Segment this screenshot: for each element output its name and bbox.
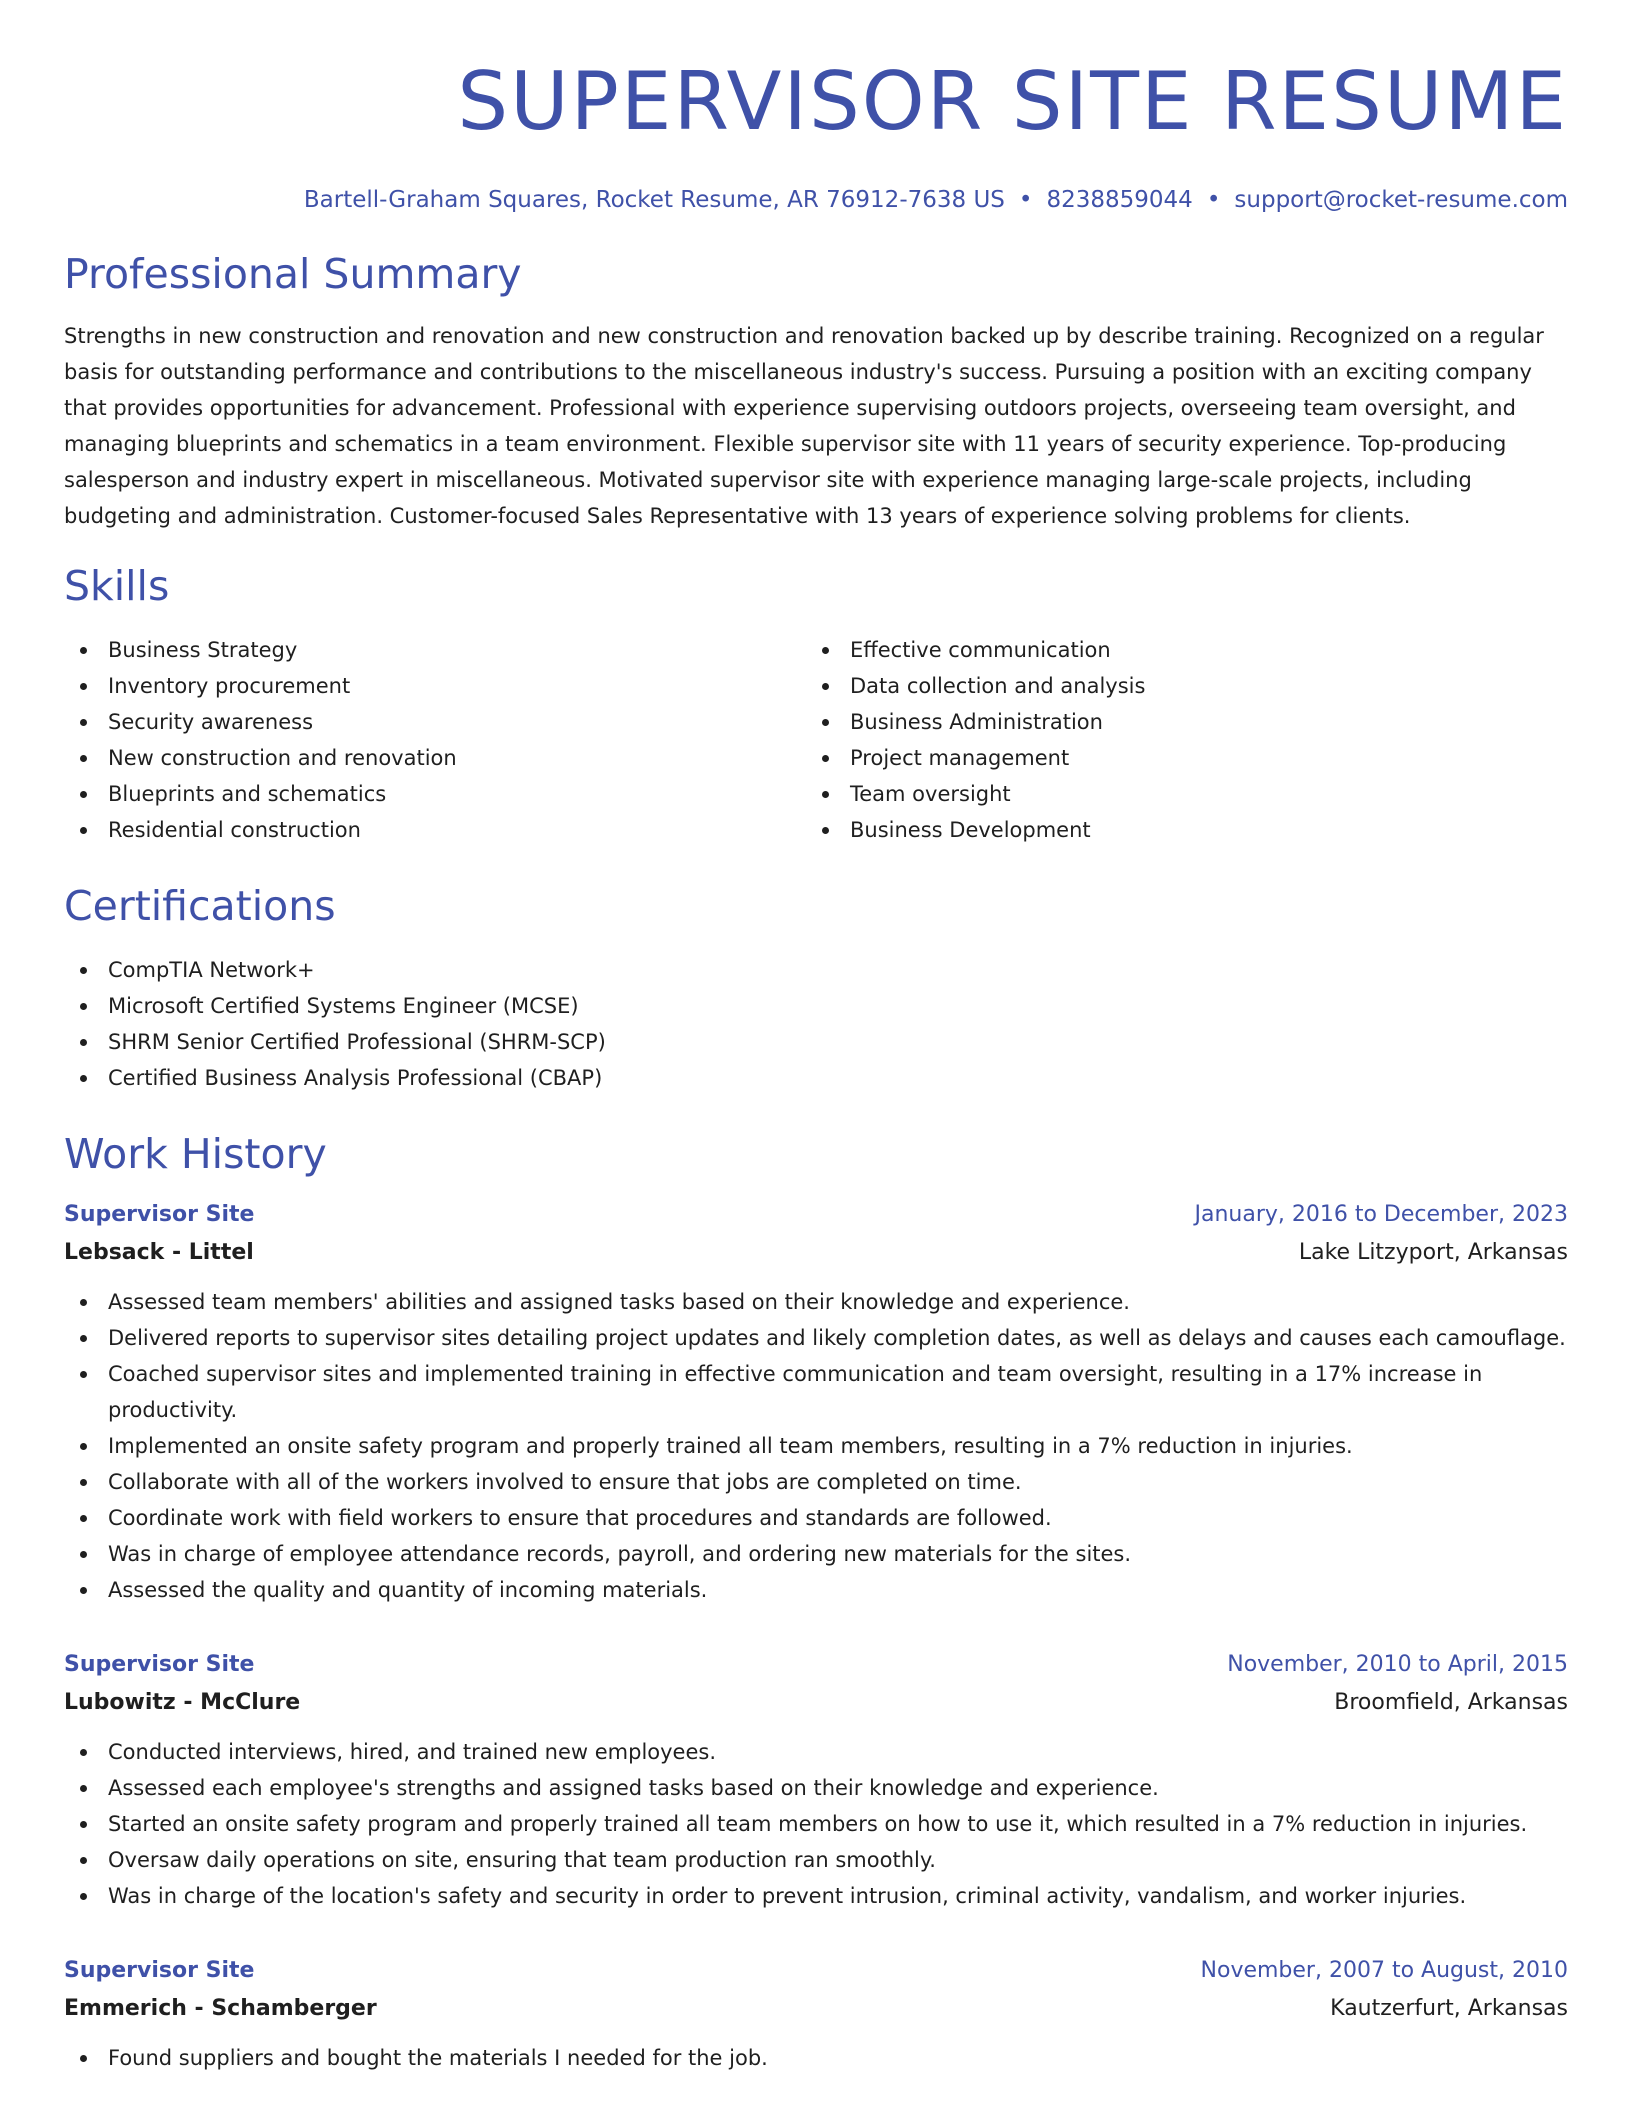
summary-text: Strengths in new construction and renovation and new construction and renovation backed up by describe training. Recognized on a regular basis for outstanding performance and contributions to the miscellaneous industry's success. Pursuing a position with an exciting company that provides opportunities for advancement. Professional with experience supervising outdoors projects, overseeing team oversight, and managing blueprints and schematics in a team environment. Flexible supervisor site with 11 years of security experience. Top-producing salesperson and industry expert in miscellaneous. Motivated supervisor site with experience managing large-scale projects, including budgeting and administration. Customer-focused Sales Representative with 13 years of experience solving problems for clients.	[64, 324, 1544, 528]
skill-item: Team oversight	[806, 776, 1548, 812]
job-bullets	[64, 2040, 1568, 2076]
skill-item: Inventory procurement	[64, 668, 806, 704]
job-bullet: Coordinate work with field workers to ensure that procedures and standards are followed.	[64, 1500, 1568, 1536]
contact-separator: •	[1206, 187, 1221, 213]
resume-header	[64, 0, 1568, 220]
job-title: Supervisor Site	[64, 1202, 255, 1227]
job-company: Lubowitz - McClure	[64, 1690, 301, 1715]
job-bullet: Oversaw daily operations on site, ensuring that team production ran smoothly.	[64, 1842, 1568, 1878]
skill-item: Data collection and analysis	[806, 668, 1548, 704]
job-title-row	[64, 1952, 1568, 1990]
job-entry	[64, 1952, 1568, 2076]
job-bullet: Coached supervisor sites and implemented training in effective communication and team oversight, resulting in a 17% increase in productivity.	[64, 1356, 1568, 1428]
certifications-heading: Certifications	[64, 882, 336, 930]
skill-item: Business Development	[806, 812, 1548, 848]
skill-item: Business Administration	[806, 704, 1548, 740]
skill-item: Project management	[806, 740, 1548, 776]
job-bullet: Implemented an onsite safety program and properly trained all team members, resulting in a 7% reduction in injuries.	[64, 1428, 1568, 1464]
skill-item: Blueprints and schematics	[64, 776, 806, 812]
job-title: Supervisor Site	[64, 1958, 255, 1983]
job-bullet: Assessed each employee's strengths and assigned tasks based on their knowledge and experience.	[64, 1770, 1568, 1806]
contact-separator: •	[1018, 187, 1033, 213]
skills-grid	[64, 632, 1568, 848]
job-dates: November, 2010 to April, 2015	[1227, 1652, 1568, 1677]
certification-item: CompTIA Network+	[64, 952, 1568, 988]
skills-heading: Skills	[64, 562, 170, 610]
job-bullets	[64, 1284, 1568, 1608]
certification-item: Certified Business Analysis Professional (CBAP)	[64, 1060, 1568, 1096]
contact-line	[64, 180, 1568, 220]
job-company-row	[64, 1684, 1568, 1722]
job-location: Kautzerfurt, Arkansas	[1330, 1996, 1568, 2021]
contact-phone[interactable]: 8238859044	[1046, 187, 1193, 213]
job-bullet: Assessed team members' abilities and assigned tasks based on their knowledge and experience.	[64, 1284, 1568, 1320]
job-entry	[64, 1196, 1568, 1608]
job-bullet: Was in charge of the location's safety and security in order to prevent intrusion, criminal activity, vandalism, and worker injuries.	[64, 1878, 1568, 1914]
job-bullet: Was in charge of employee attendance records, payroll, and ordering new materials for the sites.	[64, 1536, 1568, 1572]
job-company: Emmerich - Schamberger	[64, 1996, 377, 2021]
contact-email[interactable]: support@rocket-resume.com	[1234, 187, 1568, 213]
skills-column-left	[64, 632, 806, 848]
certification-item: Microsoft Certified Systems Engineer (MCSE)	[64, 988, 1568, 1024]
job-title-row	[64, 1646, 1568, 1684]
job-bullet: Collaborate with all of the workers involved to ensure that jobs are completed on time.	[64, 1464, 1568, 1500]
job-title-row	[64, 1196, 1568, 1234]
work-history-heading: Work History	[64, 1130, 327, 1178]
certifications-list	[64, 952, 1568, 1096]
job-bullets	[64, 1734, 1568, 1914]
job-entry	[64, 1646, 1568, 1914]
job-company: Lebsack - Littel	[64, 1240, 254, 1265]
job-location: Lake Litzyport, Arkansas	[1298, 1240, 1568, 1265]
certification-item: SHRM Senior Certified Professional (SHRM-SCP)	[64, 1024, 1568, 1060]
job-company-row	[64, 1234, 1568, 1272]
job-bullet: Started an onsite safety program and properly trained all team members on how to use it, which resulted in a 7% reduction in injuries.	[64, 1806, 1568, 1842]
summary-heading: Professional Summary	[64, 250, 522, 298]
skill-item: Effective communication	[806, 632, 1548, 668]
skill-item: Residential construction	[64, 812, 806, 848]
job-title: Supervisor Site	[64, 1652, 255, 1677]
job-dates: January, 2016 to December, 2023	[1194, 1202, 1568, 1227]
job-company-row	[64, 1990, 1568, 2028]
job-dates: November, 2007 to August, 2010	[1200, 1958, 1568, 1983]
job-bullet: Conducted interviews, hired, and trained new employees.	[64, 1734, 1568, 1770]
skill-item: Security awareness	[64, 704, 806, 740]
resume-title: SUPERVISOR SITE RESUME	[457, 55, 1568, 148]
job-location: Broomfield, Arkansas	[1334, 1690, 1568, 1715]
skill-item: Business Strategy	[64, 632, 806, 668]
job-bullet: Assessed the quality and quantity of incoming materials.	[64, 1572, 1568, 1608]
contact-address: Bartell-Graham Squares, Rocket Resume, AR 76912-7638 US	[303, 187, 1005, 213]
skill-item: New construction and renovation	[64, 740, 806, 776]
job-bullet: Found suppliers and bought the materials I needed for the job.	[64, 2040, 1568, 2076]
job-bullet: Delivered reports to supervisor sites detailing project updates and likely completion dates, as well as delays and causes each camouflage.	[64, 1320, 1568, 1356]
skills-column-right	[806, 632, 1548, 848]
